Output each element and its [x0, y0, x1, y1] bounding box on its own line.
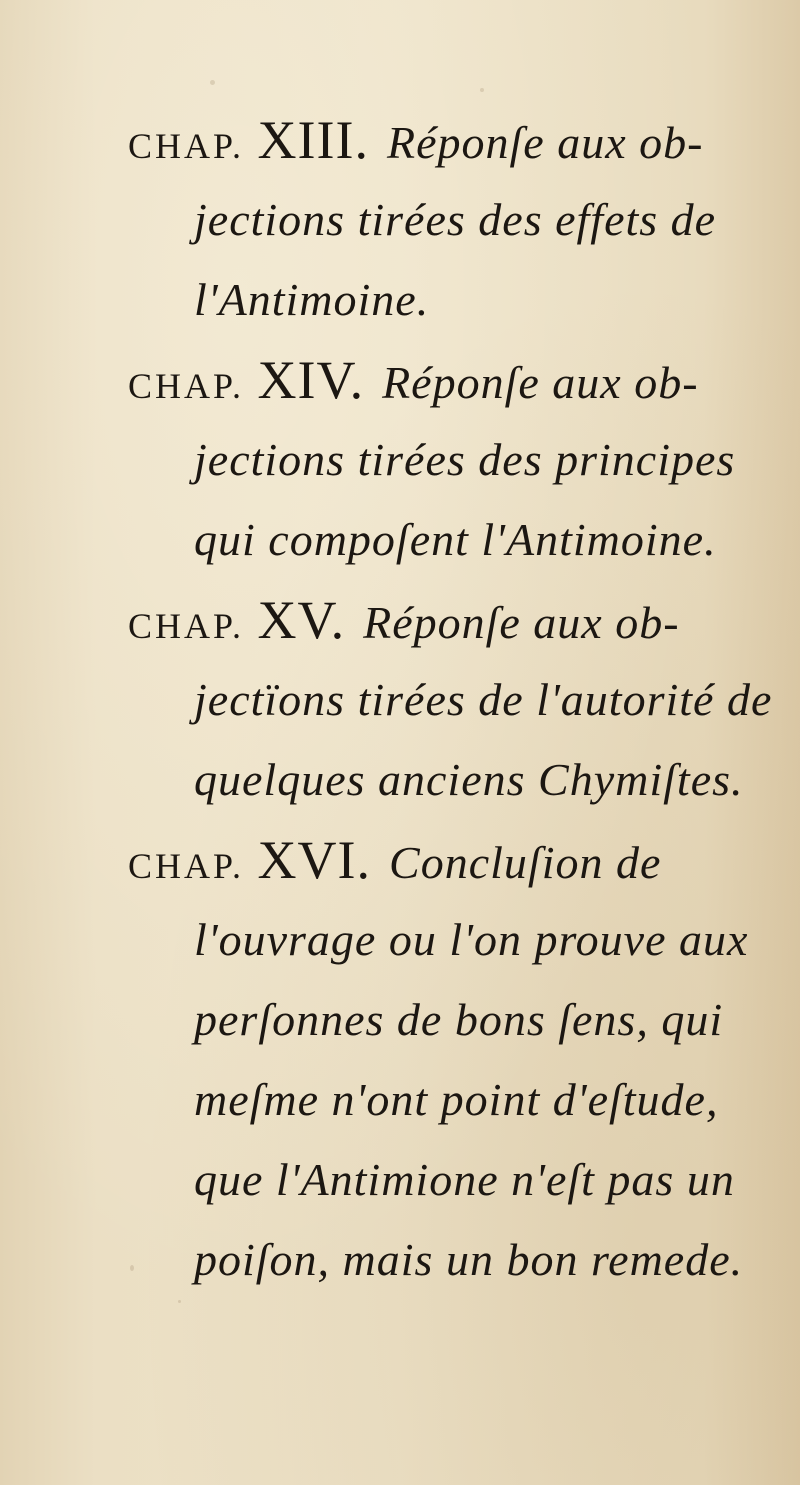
chapter-title-line: l'ouvrage ou l'on prouve aux	[194, 914, 749, 965]
chapter-label: CHAP.	[128, 126, 245, 166]
chapter-title-line: quelques anciens Chymiſtes.	[194, 754, 744, 805]
chapter-title-first-line: Réponſe aux ob-	[363, 597, 680, 648]
chapter-title-line: perſonnes de bons ſens, qui	[194, 994, 724, 1045]
chapter-entry-16	[128, 820, 788, 1300]
chapter-title-line: jections tirées des effets de	[194, 194, 717, 245]
chapter-title-first-line: Réponſe aux ob-	[382, 357, 699, 408]
chapter-entry-14	[128, 340, 788, 580]
chapter-entry-15	[128, 580, 788, 820]
chapter-title-line: qui compoſent l'Antimoine.	[194, 514, 717, 565]
chapter-number: XIV.	[257, 350, 365, 410]
chapter-number: XV.	[257, 590, 346, 650]
chapter-label: CHAP.	[128, 366, 245, 406]
ink-spot	[480, 88, 484, 92]
chapter-title-line: jectïons tirées de l'autorité de	[194, 674, 773, 725]
chapter-title-line: meſme n'ont point d'eſtude,	[194, 1074, 719, 1125]
chapter-title-line: jections tirées des principes	[194, 434, 736, 485]
chapter-label: CHAP.	[128, 606, 245, 646]
chapter-title-line: l'Antimoine.	[194, 274, 430, 325]
chapter-title-first-line: Réponſe aux ob-	[387, 117, 704, 168]
table-of-contents	[128, 100, 788, 1300]
chapter-number: XIII.	[257, 110, 369, 170]
ink-spot	[210, 80, 215, 85]
chapter-title-line: que l'Antimione n'eſt pas un	[194, 1154, 735, 1205]
chapter-number: XVI.	[257, 830, 372, 890]
chapter-title-first-line: Concluſion de	[389, 837, 662, 888]
chapter-entry-13	[128, 100, 788, 340]
ink-spot	[178, 1300, 181, 1303]
chapter-label: CHAP.	[128, 846, 245, 886]
chapter-title-line: poiſon, mais un bon remede.	[194, 1234, 744, 1285]
